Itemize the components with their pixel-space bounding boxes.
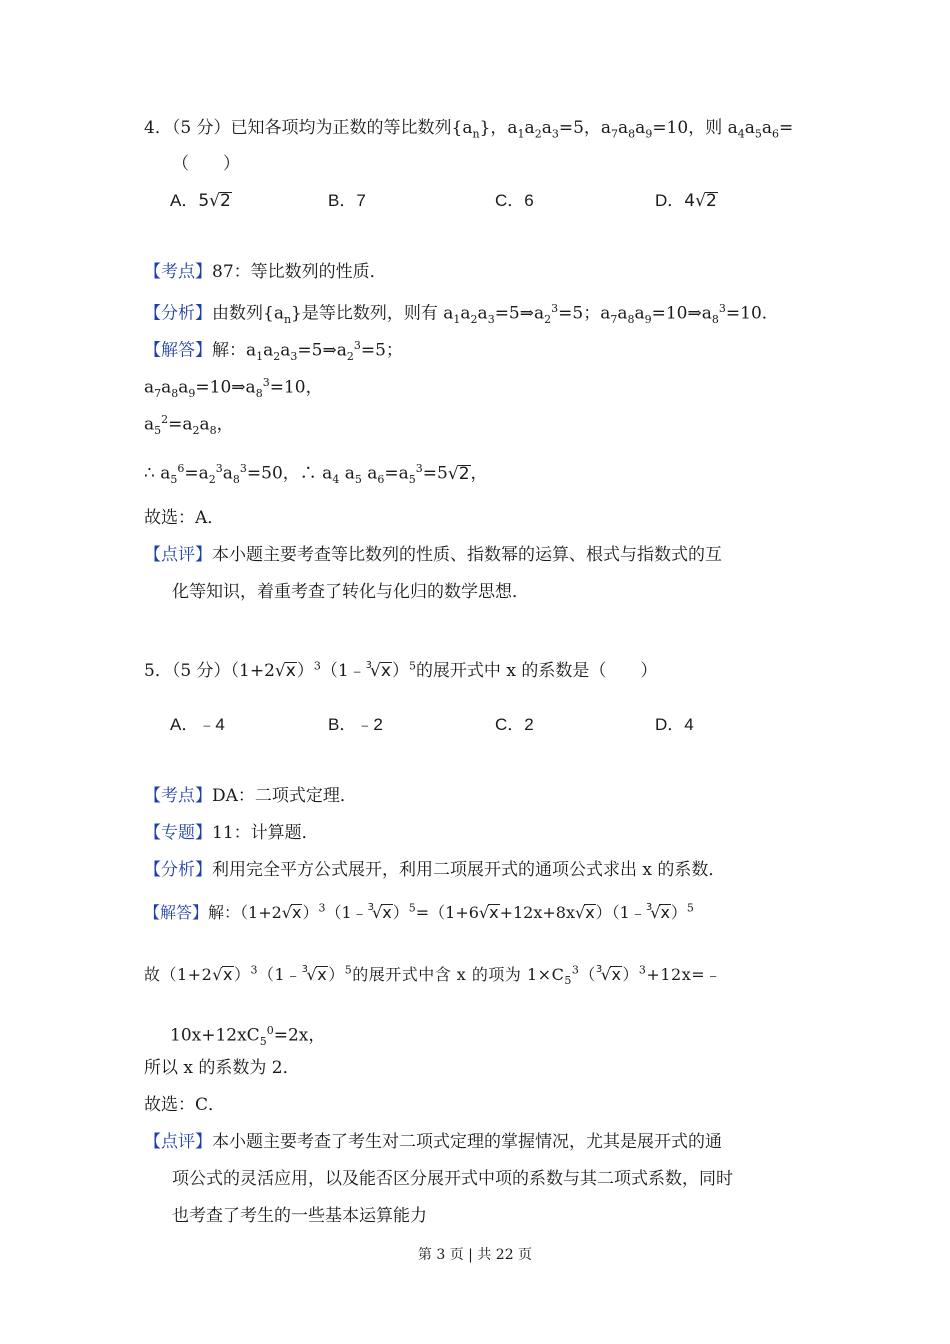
q4-option-a[interactable]: A．5√2 <box>170 191 231 211</box>
q4-jieda-line3: $a_5^2=a_2a_8$， <box>144 413 234 438</box>
q5-dianping-line2: 项公式的灵活应用，以及能否区分展开式中项的系数与其二项式系数，同时 <box>172 1169 733 1189</box>
q5-fenxi: 【分析】利用完全平方公式展开，利用二项展开式的通项公式求出 x 的系数． <box>144 860 726 880</box>
q4-stem: 4．（5 分）已知各项均为正数的等比数列$\{a_n\}$，$a_1a_2a_3=5$，$a_7a_8a_9=10$，则 $a_4a_5a_6=$ <box>144 118 794 141</box>
q5-jieda: 【解答】解：$(1+2√x)^3(1﹣^3√x)^5=(1+6√x+12x+8x√x)(1﹣^3√x)^5$ <box>144 901 694 922</box>
q4-jieda-line2: $a_7a_8a_9=10\Rightarrow a_8^3=10$， <box>144 376 323 401</box>
q4-jieda: 【解答】解：$a_1a_2a_3=5\Rightarrow a_2^3=5$； <box>144 339 403 364</box>
q4-option-b[interactable]: B．7 <box>328 191 366 210</box>
q4-kaodian: 【考点】87：等比数列的性质． <box>144 262 387 282</box>
q4-jieda-line4: ∴ $a_5^6=a_2^3a_8^3=50$，∴ $a_4$ $a_5$ $a_6=a_5^3=5√2$， <box>144 462 488 487</box>
q4-dianping: 【点评】本小题主要考查等比数列的性质、指数幂的运算、根式与指数式的互 <box>144 545 722 565</box>
q5-dianping-line3: 也考查了考生的一些基本运算能力 <box>172 1206 427 1226</box>
q5-option-c[interactable]: C．2 <box>495 715 534 734</box>
q5-option-a[interactable]: A．﹣4 <box>170 715 225 734</box>
q4-option-d[interactable]: D．4√2 <box>655 191 717 211</box>
q5-coef: 所以 x 的系数为 2． <box>144 1058 300 1078</box>
q5-gu: 故$(1+2√x)^3(1﹣^3√x)^5$的展开式中含 x 的项为 $1\times C_5^3(^3√x)^3+12x=﹣$ <box>144 963 722 988</box>
q4-fenxi: 【分析】由数列$\{a_n\}$是等比数列，则有 $a_1a_2a_3=5\Rightarrow a_2^3=5$；$a_7a_8a_9=10\Rightarrow a_8^3=10$． <box>144 302 779 327</box>
q5-zhuanti: 【专题】11：计算题． <box>144 823 319 843</box>
q5-option-d[interactable]: D．4 <box>655 715 694 734</box>
q5-stem: 5．（5 分）$(1+2√x)^3(1﹣^3√x)^5$的展开式中 x 的系数是（ ） <box>144 659 658 681</box>
q4-guxuan: 故选：A． <box>144 508 225 528</box>
q4-option-c[interactable]: C．6 <box>495 191 534 210</box>
q5-gu-line2: $10x+12xC_5^0=2x$， <box>170 1024 326 1049</box>
q5-guxuan: 故选：C． <box>144 1095 226 1115</box>
q5-kaodian: 【考点】DA：二项式定理． <box>144 786 357 806</box>
q5-dianping: 【点评】本小题主要考查了考生对二项式定理的掌握情况，尤其是展开式的通 <box>144 1132 722 1152</box>
page-footer: 第 3 页 | 共 22 页 <box>417 1247 533 1263</box>
q4-answer-paren: （ ） <box>172 154 240 174</box>
q5-option-b[interactable]: B．﹣2 <box>328 715 383 734</box>
q4-dianping-line2: 化等知识，着重考查了转化与化归的数学思想． <box>172 582 529 602</box>
